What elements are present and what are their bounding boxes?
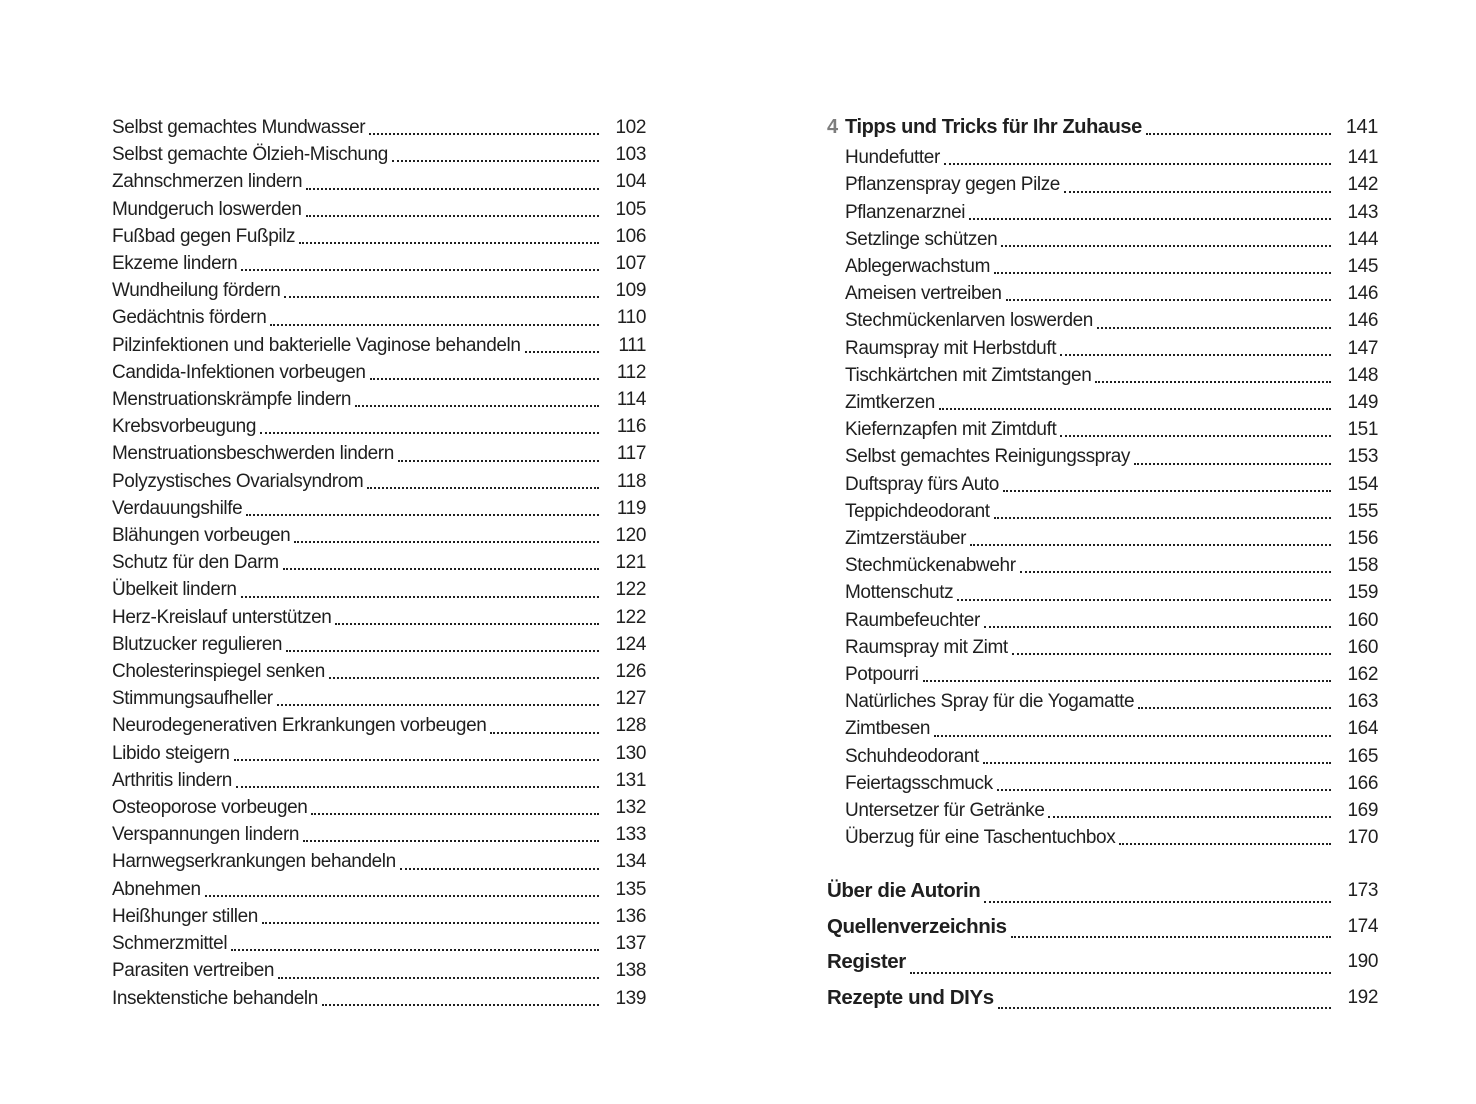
toc-entry-page-number: 139 [615, 987, 646, 1009]
dot-leader [990, 253, 1338, 280]
toc-entry-row [845, 471, 1378, 498]
toc-entry-row [845, 797, 1378, 824]
toc-entry-page-number: 121 [615, 552, 646, 574]
toc-entry-row [845, 389, 1378, 416]
dot-leader [396, 848, 606, 875]
back-matter-list [827, 873, 1378, 1015]
chapter-page-number: 141 [1345, 116, 1378, 138]
toc-entry-row [845, 362, 1378, 389]
toc-entry-row [845, 525, 1378, 552]
chapter-entry-list [827, 144, 1378, 851]
dot-leader [935, 389, 1338, 416]
toc-entry-row [112, 631, 646, 658]
toc-entry-label: Polyzystisches Ovarialsyndrom [112, 470, 364, 492]
toc-entry-label: Osteoporose vorbeugen [112, 797, 308, 819]
toc-entry-label: Untersetzer für Getränke [845, 800, 1045, 822]
toc-entry-row [112, 332, 646, 359]
toc-entry-page-number: 156 [1347, 528, 1378, 550]
toc-entry-row [845, 335, 1378, 362]
toc-entry-row [112, 794, 646, 821]
toc-entry-page-number: 169 [1347, 800, 1378, 822]
toc-entry-page-number: 160 [1347, 636, 1378, 658]
toc-entry-label: Übelkeit lindern [112, 579, 237, 601]
dot-leader [230, 740, 606, 767]
toc-entry-page-number: 134 [615, 851, 646, 873]
toc-entry-label: Tischkärtchen mit Zimtstangen [845, 364, 1092, 386]
toc-entry-row [112, 223, 646, 250]
toc-entry-label: Rezepte und DIYs [827, 985, 994, 1009]
dot-leader [227, 930, 606, 957]
toc-entry-row [112, 549, 646, 576]
dot-leader [274, 957, 606, 984]
chapter-title: Tipps und Tricks für Ihr Zuhause [845, 116, 1142, 138]
toc-entry-row [112, 985, 646, 1012]
toc-entry-row [112, 957, 646, 984]
toc-entry-page-number: 130 [615, 742, 646, 764]
toc-entry-label: Duftspray fürs Auto [845, 473, 999, 495]
toc-entry-label: Neurodegenerativen Erkrankungen vorbeugen [112, 715, 487, 737]
toc-entry-page-number: 158 [1347, 555, 1378, 577]
toc-entry-label: Pflanzenarznei [845, 201, 966, 223]
dot-leader [1091, 362, 1338, 389]
dot-leader [993, 770, 1338, 797]
toc-entry-row [112, 576, 646, 603]
dot-leader [979, 743, 1338, 770]
toc-entry-row [112, 304, 646, 331]
chapter-number: 4 [827, 116, 838, 138]
dot-leader [999, 471, 1338, 498]
toc-entry-page-number: 155 [1347, 500, 1378, 522]
toc-entry-page-number: 118 [616, 470, 646, 492]
toc-entry-row [112, 930, 646, 957]
toc-entry-label: Blähungen vorbeugen [112, 525, 291, 547]
toc-entry-label: Natürliches Spray für die Yogamatte [845, 691, 1135, 713]
toc-entry-page-number: 131 [615, 769, 646, 791]
dot-leader [280, 277, 606, 304]
toc-entry-label: Zimtbesen [845, 718, 931, 740]
toc-entry-label: Candida-Infektionen vorbeugen [112, 361, 366, 383]
toc-entry-page-number: 119 [616, 497, 646, 519]
toc-entry-row [827, 944, 1378, 980]
toc-entry-page-number: 122 [615, 579, 646, 601]
toc-entry-page-number: 166 [1347, 772, 1378, 794]
toc-entry-label: Schmerzmittel [112, 933, 228, 955]
toc-entry-label: Teppichdeodorant [845, 500, 990, 522]
toc-entry-page-number: 103 [615, 144, 646, 166]
toc-entry-label: Schutz für den Darm [112, 552, 279, 574]
toc-entry-label: Gedächtnis fördern [112, 307, 267, 329]
toc-entry-page-number: 149 [1347, 392, 1378, 414]
dot-leader [1134, 688, 1338, 715]
toc-column-right [827, 114, 1378, 1015]
toc-entry-row [112, 821, 646, 848]
toc-entry-label: Selbst gemachtes Mundwasser [112, 117, 366, 138]
dot-leader [325, 658, 606, 685]
toc-entry-row [845, 824, 1378, 851]
dot-leader [237, 576, 606, 603]
toc-entry-page-number: 107 [615, 253, 646, 275]
dot-leader [906, 944, 1338, 980]
dot-leader [1093, 307, 1338, 334]
toc-entry-label: Raumbefeuchter [845, 609, 980, 631]
toc-entry-page-number: 147 [1347, 337, 1378, 359]
dot-leader [997, 226, 1338, 253]
toc-entry-label: Feiertagsschmuck [845, 772, 993, 794]
dot-leader [1142, 114, 1338, 141]
toc-entry-label: Herz-Kreislauf unterstützen [112, 606, 332, 628]
toc-entry-label: Kiefernzapfen mit Zimtduft [845, 419, 1057, 441]
dot-leader [295, 223, 606, 250]
toc-entry-row [827, 980, 1378, 1016]
toc-entry-page-number: 104 [615, 171, 646, 193]
toc-entry-label: Überzug für eine Taschentuchbox [845, 827, 1116, 849]
dot-leader [302, 196, 606, 223]
dot-leader [242, 495, 606, 522]
toc-entry-page-number: 174 [1347, 915, 1378, 937]
toc-entry-label: Zimtzerstäuber [845, 528, 967, 550]
toc-entry-label: Raumspray mit Zimt [845, 636, 1008, 658]
toc-entry-row [845, 307, 1378, 334]
toc-entry-row [845, 144, 1378, 171]
dot-leader [1002, 280, 1339, 307]
dot-leader [940, 144, 1338, 171]
toc-entry-label: Raumspray mit Herbstduft [845, 337, 1057, 359]
toc-entry-label: Verspannungen lindern [112, 824, 300, 846]
toc-entry-page-number: 109 [615, 280, 646, 302]
toc-entry-row [845, 715, 1378, 742]
toc-entry-label: Krebsvorbeugung [112, 416, 256, 438]
toc-entry-label: Heißhunger stillen [112, 905, 258, 927]
toc-entry-page-number: 128 [615, 715, 646, 737]
toc-entry-page-number: 173 [1347, 880, 1378, 902]
toc-entry-row [112, 359, 646, 386]
dot-leader [256, 413, 606, 440]
toc-entry-row [845, 688, 1378, 715]
toc-entry-row [845, 743, 1378, 770]
toc-entry-row [112, 277, 646, 304]
toc-entry-page-number: 110 [616, 307, 646, 329]
toc-entry-row [845, 253, 1378, 280]
toc-entry-row [845, 607, 1378, 634]
dot-leader [201, 876, 606, 903]
toc-entry-page-number: 159 [1347, 582, 1378, 604]
toc-entry-row [112, 141, 646, 168]
toc-entry-page-number: 126 [615, 661, 646, 683]
toc-entry-page-number: 112 [616, 361, 646, 383]
toc-entry-page-number: 162 [1347, 664, 1378, 686]
toc-entry-page-number: 144 [1347, 228, 1378, 250]
toc-entry-label: Menstruationskrämpfe lindern [112, 389, 352, 411]
dot-leader [1115, 824, 1338, 851]
toc-entry-row [112, 848, 646, 875]
toc-entry-row [112, 114, 646, 141]
toc-entry-page-number: 136 [615, 905, 646, 927]
toc-entry-row [112, 903, 646, 930]
toc-entry-row [112, 468, 646, 495]
toc-entry-label: Insektenstiche behandeln [112, 987, 318, 1009]
dot-leader [318, 985, 606, 1012]
toc-entry-page-number: 106 [615, 225, 646, 247]
dot-leader [994, 980, 1338, 1016]
dot-leader [365, 114, 606, 141]
toc-entry-row [112, 876, 646, 903]
toc-entry-page-number: 137 [615, 933, 646, 955]
toc-entry-page-number: 164 [1347, 718, 1378, 740]
toc-entry-label: Selbst gemachte Ölzieh-Mischung [112, 144, 388, 166]
toc-column-left [112, 114, 646, 1012]
dot-leader [1007, 909, 1338, 945]
dot-leader [1056, 335, 1338, 362]
toc-entry-page-number: 192 [1347, 986, 1378, 1008]
dot-leader [486, 712, 606, 739]
toc-entry-label: Zahnschmerzen lindern [112, 171, 303, 193]
toc-entry-row [112, 740, 646, 767]
dot-leader [966, 525, 1338, 552]
dot-leader [299, 821, 606, 848]
chapter-heading-row [827, 114, 1378, 141]
dot-leader [990, 498, 1338, 525]
toc-entry-row [845, 171, 1378, 198]
toc-entry-page-number: 124 [615, 633, 646, 655]
toc-entry-page-number: 114 [616, 389, 646, 411]
dot-leader [1044, 797, 1338, 824]
dot-leader [258, 903, 606, 930]
toc-entry-page-number: 132 [615, 797, 646, 819]
toc-entry-row [112, 495, 646, 522]
toc-entry-row [112, 196, 646, 223]
toc-entry-label: Hundefutter [845, 147, 940, 169]
dot-leader [980, 607, 1338, 634]
toc-entry-label: Ablegerwachstum [845, 256, 991, 278]
dot-leader [1016, 552, 1338, 579]
toc-entry-row [112, 767, 646, 794]
dot-leader [1060, 171, 1338, 198]
toc-entry-label: Stechmückenlarven loswerden [845, 310, 1093, 332]
toc-entry-label: Abnehmen [112, 878, 201, 900]
toc-entry-page-number: 135 [615, 878, 646, 900]
toc-entry-page-number: 151 [1347, 419, 1378, 441]
toc-entry-page-number: 170 [1347, 827, 1378, 849]
toc-entry-page-number: 133 [615, 824, 646, 846]
toc-entry-page-number: 111 [618, 334, 646, 356]
toc-entry-page-number: 163 [1347, 691, 1378, 713]
dot-leader [388, 141, 606, 168]
toc-entry-row [112, 440, 646, 467]
toc-entry-row [845, 280, 1378, 307]
toc-entry-row [845, 226, 1378, 253]
dot-leader [930, 715, 1338, 742]
toc-entry-page-number: 127 [615, 688, 646, 710]
toc-entry-label: Ekzeme lindern [112, 253, 238, 275]
toc-entry-label: Cholesterinspiegel senken [112, 661, 325, 683]
toc-entry-label: Mottenschutz [845, 582, 954, 604]
toc-entry-label: Wundheilung fördern [112, 280, 281, 302]
dot-leader [273, 685, 606, 712]
toc-entry-row [112, 413, 646, 440]
toc-entry-label: Fußbad gegen Fußpilz [112, 225, 296, 247]
toc-entry-page-number: 165 [1347, 745, 1378, 767]
toc-entry-row [112, 250, 646, 277]
toc-entry-page-number: 138 [615, 960, 646, 982]
toc-entry-label: Mundgeruch loswerden [112, 198, 302, 220]
dot-leader [290, 522, 606, 549]
toc-entry-label: Menstruationsbeschwerden lindern [112, 443, 394, 465]
dot-leader [363, 468, 606, 495]
dot-leader [351, 386, 606, 413]
toc-entry-page-number: 190 [1347, 951, 1378, 973]
toc-entry-page-number: 117 [616, 443, 646, 465]
toc-entry-page-number: 145 [1347, 256, 1378, 278]
toc-entry-row [112, 712, 646, 739]
toc-entry-page-number: 148 [1347, 364, 1378, 386]
toc-entry-row [112, 168, 646, 195]
dot-leader [232, 767, 606, 794]
toc-entry-page-number: 142 [1347, 174, 1378, 196]
dot-leader [965, 199, 1338, 226]
toc-entry-label: Über die Autorin [827, 879, 981, 903]
dot-leader [1008, 634, 1338, 661]
toc-entry-label: Selbst gemachtes Reinigungsspray [845, 446, 1131, 468]
toc-entry-row [827, 909, 1378, 945]
toc-entry-page-number: 105 [615, 198, 646, 220]
dot-leader [1056, 416, 1338, 443]
toc-entry-row [845, 634, 1378, 661]
toc-entry-row [845, 498, 1378, 525]
toc-entry-row [845, 416, 1378, 443]
toc-entry-row [845, 199, 1378, 226]
toc-entry-label: Schuhdeodorant [845, 745, 979, 767]
toc-entry-label: Setzlinge schützen [845, 228, 998, 250]
dot-leader [394, 440, 606, 467]
toc-entry-page-number: 160 [1347, 609, 1378, 631]
dot-leader [980, 873, 1338, 909]
toc-entry-row [112, 522, 646, 549]
toc-entry-row [845, 579, 1378, 606]
toc-entry-label: Ameisen vertreiben [845, 283, 1002, 305]
toc-entry-label: Stechmückenabwehr [845, 555, 1016, 577]
toc-entry-label: Verdauungshilfe [112, 497, 243, 519]
toc-entry-page-number: 146 [1347, 310, 1378, 332]
toc-entry-label: Arthritis lindern [112, 769, 232, 791]
dot-leader [331, 604, 606, 631]
toc-entry-label: Pflanzenspray gegen Pilze [845, 174, 1060, 196]
toc-entry-label: Pilzinfektionen und bakterielle Vaginose behandeln [112, 334, 521, 356]
toc-entry-label: Register [827, 950, 906, 974]
toc-entry-page-number: 116 [616, 416, 646, 438]
toc-entry-page-number: 146 [1347, 283, 1378, 305]
dot-leader [307, 794, 606, 821]
toc-entry-label: Libido steigern [112, 742, 230, 764]
toc-entry-label: Parasiten vertreiben [112, 960, 275, 982]
toc-entry-row [845, 443, 1378, 470]
dot-leader [266, 304, 606, 331]
toc-entry-row [112, 386, 646, 413]
dot-leader [282, 631, 606, 658]
toc-entry-row [112, 685, 646, 712]
toc-entry-page-number: 122 [615, 606, 646, 628]
dot-leader [521, 332, 606, 359]
dot-leader [366, 359, 606, 386]
dot-leader [953, 579, 1338, 606]
toc-entry-row [845, 770, 1378, 797]
toc-entry-row [827, 873, 1378, 909]
toc-entry-label: Quellenverzeichnis [827, 914, 1007, 938]
toc-entry-page-number: 141 [1347, 147, 1378, 169]
toc-entry-page-number: 154 [1347, 473, 1378, 495]
toc-entry-page-number: 102 [615, 117, 646, 138]
dot-leader [1130, 443, 1338, 470]
toc-entry-label: Harnwegserkrankungen behandeln [112, 851, 396, 873]
toc-entry-label: Potpourri [845, 664, 919, 686]
dot-leader [919, 661, 1339, 688]
toc-entry-row [112, 604, 646, 631]
dot-leader [279, 549, 606, 576]
dot-leader [237, 250, 606, 277]
toc-entry-label: Blutzucker regulieren [112, 633, 283, 655]
toc-entry-page-number: 143 [1347, 201, 1378, 223]
toc-entry-label: Zimtkerzen [845, 392, 935, 414]
toc-entry-row [845, 661, 1378, 688]
toc-entry-page-number: 120 [615, 525, 646, 547]
toc-entry-page-number: 153 [1347, 446, 1378, 468]
toc-entry-label: Stimmungsaufheller [112, 688, 273, 710]
toc-entry-row [845, 552, 1378, 579]
toc-entry-row [112, 658, 646, 685]
dot-leader [302, 168, 606, 195]
